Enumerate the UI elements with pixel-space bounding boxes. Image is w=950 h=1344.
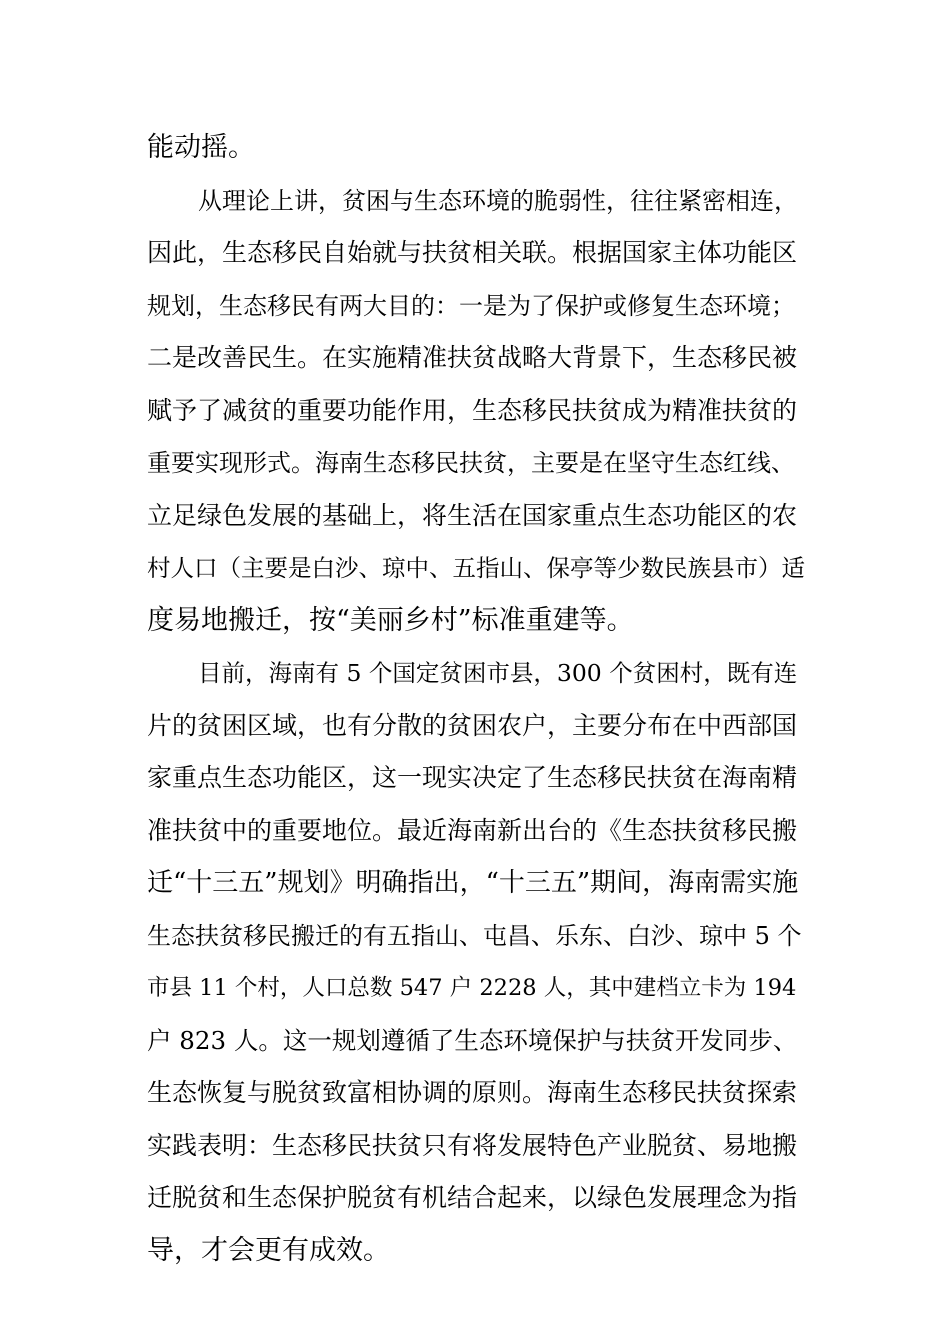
paragraph-3-line-10: 实践表明：生态移民扶贫只有将发展特色产业脱贫、易地搬 bbox=[147, 1131, 798, 1160]
paragraph-2-line-2: 因此，生态移民自始就与扶贫相关联。根据国家主体功能区 bbox=[147, 238, 798, 267]
paragraph-2-line-7: 立足绿色发展的基础上，将生活在国家重点生态功能区的农 bbox=[147, 501, 798, 530]
paragraph-2-line-8: 村人口（主要是白沙、琼中、五指山、保亭等少数民族县市）适 bbox=[147, 554, 805, 582]
paragraph-3-line-1: 目前，海南有 5 个国定贫困市县，300 个贫困村，既有连 bbox=[198, 659, 798, 687]
paragraph-2-line-3: 规划，生态移民有两大目的：一是为了保护或修复生态环境； bbox=[147, 292, 795, 320]
paragraph-3-line-5: 迁“十三五”规划》明确指出，“十三五”期间，海南需实施 bbox=[147, 868, 799, 898]
paragraph-3-line-12: 导，才会更有成效。 bbox=[147, 1235, 390, 1266]
paragraph-3-line-7: 市县 11 个村，人口总数 547 户 2228 人，其中建档立卡为 194 bbox=[147, 975, 797, 1001]
paragraph-2-line-1: 从理论上讲，贫困与生态环境的脆弱性，往往紧密相连， bbox=[198, 187, 798, 215]
paragraph-3-line-11: 迁脱贫和生态保护脱贫有机结合起来，以绿色发展理念为指 bbox=[147, 1183, 798, 1212]
paragraph-3-line-3: 家重点生态功能区，这一现实决定了生态移民扶贫在海南精 bbox=[147, 763, 798, 792]
paragraph-3-line-8: 户 823 人。这一规划遵循了生态环境保护与扶贫开发同步、 bbox=[147, 1026, 798, 1055]
paragraph-3-line-2: 片的贫困区域，也有分散的贫困农户，主要分布在中西部国 bbox=[147, 711, 798, 740]
paragraph-1-line-1: 能动摇。 bbox=[147, 132, 255, 163]
paragraph-3-line-9: 生态恢复与脱贫致富相协调的原则。海南生态移民扶贫探索 bbox=[147, 1078, 798, 1107]
paragraph-2-line-5: 赋予了减贫的重要功能作用，生态移民扶贫成为精准扶贫的 bbox=[147, 396, 798, 425]
paragraph-2-line-6: 重要实现形式。海南生态移民扶贫，主要是在坚守生态红线、 bbox=[147, 449, 795, 477]
paragraph-3-line-4: 准扶贫中的重要地位。最近海南新出台的《生态扶贫移民搬 bbox=[147, 816, 798, 845]
paragraph-2-line-4: 二是改善民生。在实施精准扶贫战略大背景下，生态移民被 bbox=[147, 343, 798, 372]
paragraph-2-line-9: 度易地搬迁，按“美丽乡村”标准重建等。 bbox=[147, 605, 634, 636]
paragraph-3-line-6: 生态扶贫移民搬迁的有五指山、屯昌、乐东、白沙、琼中 5 个 bbox=[147, 922, 802, 950]
